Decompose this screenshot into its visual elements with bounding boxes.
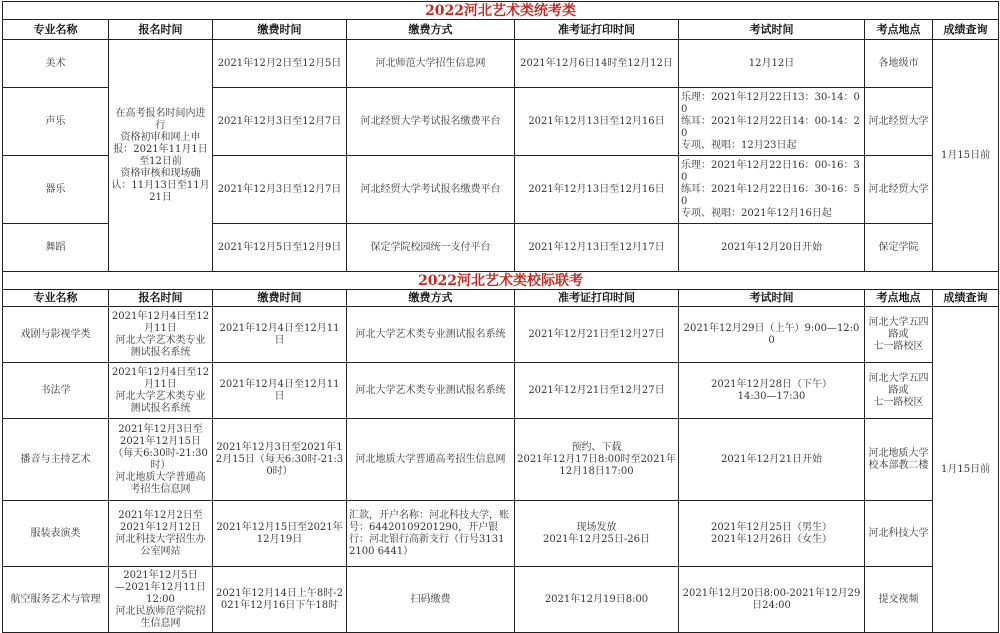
ticket-cell: 预约、下载 2021年12月17日8:00时至2021年12月18日17:00 <box>515 419 679 501</box>
pay-time-cell: 2021年12月2日至12月5日 <box>213 40 347 88</box>
pay-method-cell: 河北地质大学普通高考招生信息网 <box>347 419 515 501</box>
table2-header-site: 考点地点 <box>865 290 933 307</box>
table2-score-cell: 1月15日前 <box>933 307 999 633</box>
exam-cell: 2021年12月28日（下午） 14:30—17:30 <box>679 363 865 419</box>
major-cell: 服装表演类 <box>3 501 109 567</box>
major-cell: 航空服务艺术与管理 <box>3 567 109 633</box>
table1-registration-cell: 在高考报名时间内进行 资格初审和网上申报：2021年11月1日至12日前 资格审核和现场确认：11月13日至11月21日 <box>109 40 213 272</box>
table1-header-exam: 考试时间 <box>679 20 865 40</box>
pay-method-cell: 河北大学艺术类专业测试报名系统 <box>347 307 515 363</box>
admission-schedule-sheet <box>2 1 998 633</box>
pay-method-cell: 保定学院校园统一支付平台 <box>347 224 515 272</box>
table1-header-pay-method: 缴费方式 <box>347 20 515 40</box>
registration-cell: 2021年12月2日至 2021年12月12日 河北科技大学招生办公室网站 <box>109 501 213 567</box>
exam-cell: 2021年12月20日开始 <box>679 224 865 272</box>
table-row <box>3 307 999 363</box>
pay-time-cell: 2021年12月4日至12月11日 <box>213 363 347 419</box>
site-cell: 河北经贸大学 <box>865 88 933 156</box>
registration-cell: 2021年12月5日 —2021年12月11日 12:00 河北民族师范学院招生信息网 <box>109 567 213 633</box>
site-cell: 河北地质大学 校本部教二楼 <box>865 419 933 501</box>
table1-header-ticket: 准考证打印时间 <box>515 20 679 40</box>
pay-method-cell: 河北经贸大学考试报名缴费平台 <box>347 88 515 156</box>
pay-time-cell: 2021年12月5日至12月9日 <box>213 224 347 272</box>
pay-time-cell: 2021年12月4日至12月11日 <box>213 307 347 363</box>
exam-cell: 12月12日 <box>679 40 865 88</box>
major-cell: 舞蹈 <box>3 224 109 272</box>
table2-header-registration: 报名时间 <box>109 290 213 307</box>
exam-cell: 乐理：2021年12月22日16：00-16：30 练耳：2021年12月22日16：30-16：50 专项、视唱：2021年12月16日起 <box>679 156 865 224</box>
table1-header-pay-time: 缴费时间 <box>213 20 347 40</box>
major-cell: 书法学 <box>3 363 109 419</box>
table2-header-score: 成绩查询 <box>933 290 999 307</box>
exam-cell: 2021年12月29日（上午）9:00—12:00 <box>679 307 865 363</box>
pay-time-cell: 2021年12月3日至2021年12月15日（每天6:30时-21:30时） <box>213 419 347 501</box>
pay-method-cell: 汇款，开户名称：河北科技大学，账号：64420109201290，开户银行：河北银行高新支行（行号3131 2100 6441） <box>347 501 515 567</box>
table2-header-row <box>3 290 999 307</box>
ticket-cell: 2021年12月21日至12月27日 <box>515 307 679 363</box>
pay-time-cell: 2021年12月3日至12月7日 <box>213 88 347 156</box>
ticket-cell: 2021年12月21日至12月27日 <box>515 363 679 419</box>
major-cell: 美术 <box>3 40 109 88</box>
table1-header-score: 成绩查询 <box>933 20 999 40</box>
table2-title: 2022河北艺术类校际联考 <box>3 272 999 290</box>
ticket-cell: 2021年12月13日至12月17日 <box>515 224 679 272</box>
table-row <box>3 567 999 633</box>
site-cell: 保定学院 <box>865 224 933 272</box>
pay-time-cell: 2021年12月14日上午8时-2021年12月16日下午18时 <box>213 567 347 633</box>
schedule-table <box>2 1 999 633</box>
table-row <box>3 363 999 419</box>
table1-header-row <box>3 20 999 40</box>
major-cell: 播音与主持艺术 <box>3 419 109 501</box>
exam-cell: 2021年12月25日（男生） 2021年12月26日（女生） <box>679 501 865 567</box>
pay-time-cell: 2021年12月3日至12月7日 <box>213 156 347 224</box>
table2-header-exam: 考试时间 <box>679 290 865 307</box>
site-cell: 提交视频 <box>865 567 933 633</box>
site-cell: 各地级市 <box>865 40 933 88</box>
exam-cell: 乐理：2021年12月22日13：30-14：00 练耳：2021年12月22日14：00-14：20 专项、视唱：12月23日起 <box>679 88 865 156</box>
major-cell: 器乐 <box>3 156 109 224</box>
pay-time-cell: 2021年12月15日至2021年12月19日 <box>213 501 347 567</box>
site-cell: 河北大学五四路或 七一路校区 <box>865 363 933 419</box>
pay-method-cell: 扫码缴费 <box>347 567 515 633</box>
major-cell: 戏剧与影视学类 <box>3 307 109 363</box>
exam-cell: 2021年12月21日开始 <box>679 419 865 501</box>
registration-cell: 2021年12月4日至12月11日 河北大学艺术类专业测试报名系统 <box>109 307 213 363</box>
site-cell: 河北科技大学 <box>865 501 933 567</box>
table2-header-pay-method: 缴费方式 <box>347 290 515 307</box>
exam-cell: 2021年12月20日8:00-2021年12月29日24:00 <box>679 567 865 633</box>
pay-method-cell: 河北师范大学招生信息网 <box>347 40 515 88</box>
ticket-cell: 2021年12月13日至12月16日 <box>515 88 679 156</box>
table1-header-registration: 报名时间 <box>109 20 213 40</box>
site-cell: 河北大学五四路或 七一路校区 <box>865 307 933 363</box>
ticket-cell: 现场发放 2021年12月25日-26日 <box>515 501 679 567</box>
table1-score-cell: 1月15日前 <box>933 40 999 272</box>
site-cell: 河北经贸大学 <box>865 156 933 224</box>
ticket-cell: 2021年12月6日14时至12月12日 <box>515 40 679 88</box>
major-cell: 声乐 <box>3 88 109 156</box>
ticket-cell: 2021年12月19日8:00 <box>515 567 679 633</box>
ticket-cell: 2021年12月13日至12月16日 <box>515 156 679 224</box>
table-row <box>3 501 999 567</box>
table1-header-site: 考点地点 <box>865 20 933 40</box>
pay-method-cell: 河北大学艺术类专业测试报名系统 <box>347 363 515 419</box>
table-row <box>3 40 999 88</box>
table2-header-pay-time: 缴费时间 <box>213 290 347 307</box>
registration-cell: 2021年12月4日至12月11日 河北大学艺术类专业测试报名系统 <box>109 363 213 419</box>
table2-header-major: 专业名称 <box>3 290 109 307</box>
table1-title: 2022河北艺术类统考类 <box>3 2 999 20</box>
registration-cell: 2021年12月3日至 2021年12月15日 （每天6:30时-21:30时） 河北地质大学普通高考招生信息网 <box>109 419 213 501</box>
table-row <box>3 419 999 501</box>
pay-method-cell: 河北经贸大学考试报名缴费平台 <box>347 156 515 224</box>
table2-header-ticket: 准考证打印时间 <box>515 290 679 307</box>
table1-header-major: 专业名称 <box>3 20 109 40</box>
